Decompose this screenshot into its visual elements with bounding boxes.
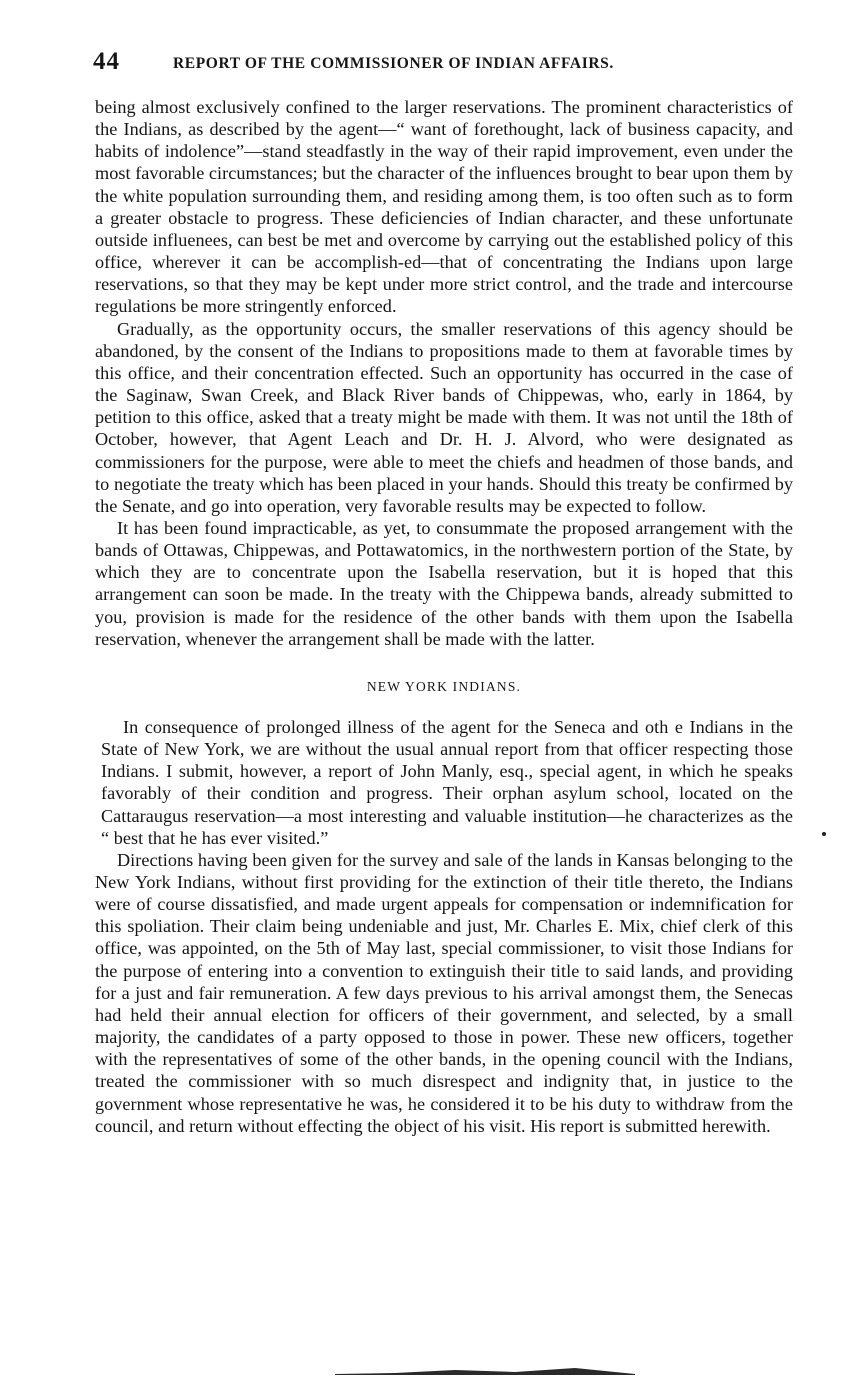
page-number: 44 <box>93 48 120 75</box>
paragraph: It has been found impracticable, as yet, to consummate the proposed arrangement with the bands of Ottawas, Chippewas, and Pottawatomics, in the northwestern portion of the State, by which they are to concentrate upon the Isabella reservation, but it is hoped that this arrangement can soon be made. In the treaty with the Chippewa bands, already submitted to you, provision is made for the residence of the other bands with them upon the Isabella reservation, whenever the arrangement shall be made with the latter. <box>95 517 793 649</box>
running-title: REPORT OF THE COMMISSIONER OF INDIAN AFFAIRS. <box>173 55 614 72</box>
paragraph: Gradually, as the opportunity occurs, the smaller reservations of this agency should be abandoned, by the consent of the Indians to propositions made to them at favorable times by this office, and their concentration effected. Such an opportunity has occurred in the case of the Saginaw, Swan Creek, and Black River bands of Chippewas, who, early in 1864, by petition to this office, asked that a treaty might be made with them. It was not until the 18th of October, however, that Agent Leach and Dr. H. J. Alvord, who were designated as commissioners for the purpose, were able to meet the chiefs and headmen of those bands, and to negotiate the treaty which has been placed in your hands. Should this treaty be confirmed by the Senate, and go into operation, very favorable results may be expected to follow. <box>95 318 793 516</box>
margin-mark <box>822 832 826 836</box>
section-heading: NEW YORK INDIANS. <box>366 678 522 694</box>
running-head <box>93 48 793 82</box>
bottom-edge-mark <box>335 1364 635 1375</box>
paragraph: being almost exclusively confined to the larger reservations. The prominent characteristics of the Indians, as described by the agent—“ want of forethought, lack of business capacity, and habits of indolence”—stand steadfastly in the way of their rapid improvement, even under the most favorable circumstances; but the character of the influences brought to bear upon them by the white population surrounding them, and residing among them, is too often such as to form a greater obstacle to progress. These deficiencies of Indian character, and these unfortunate outside influenees, can best be met and overcome by carrying out the established policy of this office, wherever it can be accomplish-ed—that of concentrating the Indians upon large reservations, so that they may be kept under more strict control, and the trade and intercourse regulations be more stringently enforced. <box>95 97 793 317</box>
paragraph: In consequence of prolonged illness of the agent for the Seneca and oth e Indians in the State of New York, we are without the usual annual report from that officer respecting those Indians. I submit, however, a report of John Manly, esq., special agent, in which he speaks favorably of their condition and progress. Their orphan asylum school, located on the Cattaraugus reservation—a most interesting and valuable institution—he characterizes as the “ best that he has ever visited.” <box>101 716 793 848</box>
paragraph: Directions having been given for the survey and sale of the lands in Kansas belonging to the New York Indians, without first providing for the extinction of their title thereto, the Indians were of course dissatisfied, and made urgent appeals for compensation or indemnification for this spoliation. Their claim being undeniable and just, Mr. Charles E. Mix, chief clerk of this office, was appointed, on the 5th of May last, special commissioner, to visit those Indians for the purpose of entering into a convention to extinguish their title to said lands, and providing for a just and fair remuneration. A few days previous to his arrival amongst them, the Senecas had held their annual election for officers of their government, and selected, by a small majority, the candidates of a party opposed to those in power. These new officers, together with the representatives of some of the other bands, in the opening council with the Indians, treated the commissioner with so much disrespect and indignity that, in justice to the government whose representative he was, he considered it to be his duty to withdraw from the council, and return without effecting the object of his visit. His report is submitted herewith. <box>95 849 793 1136</box>
body-text <box>95 96 793 1137</box>
